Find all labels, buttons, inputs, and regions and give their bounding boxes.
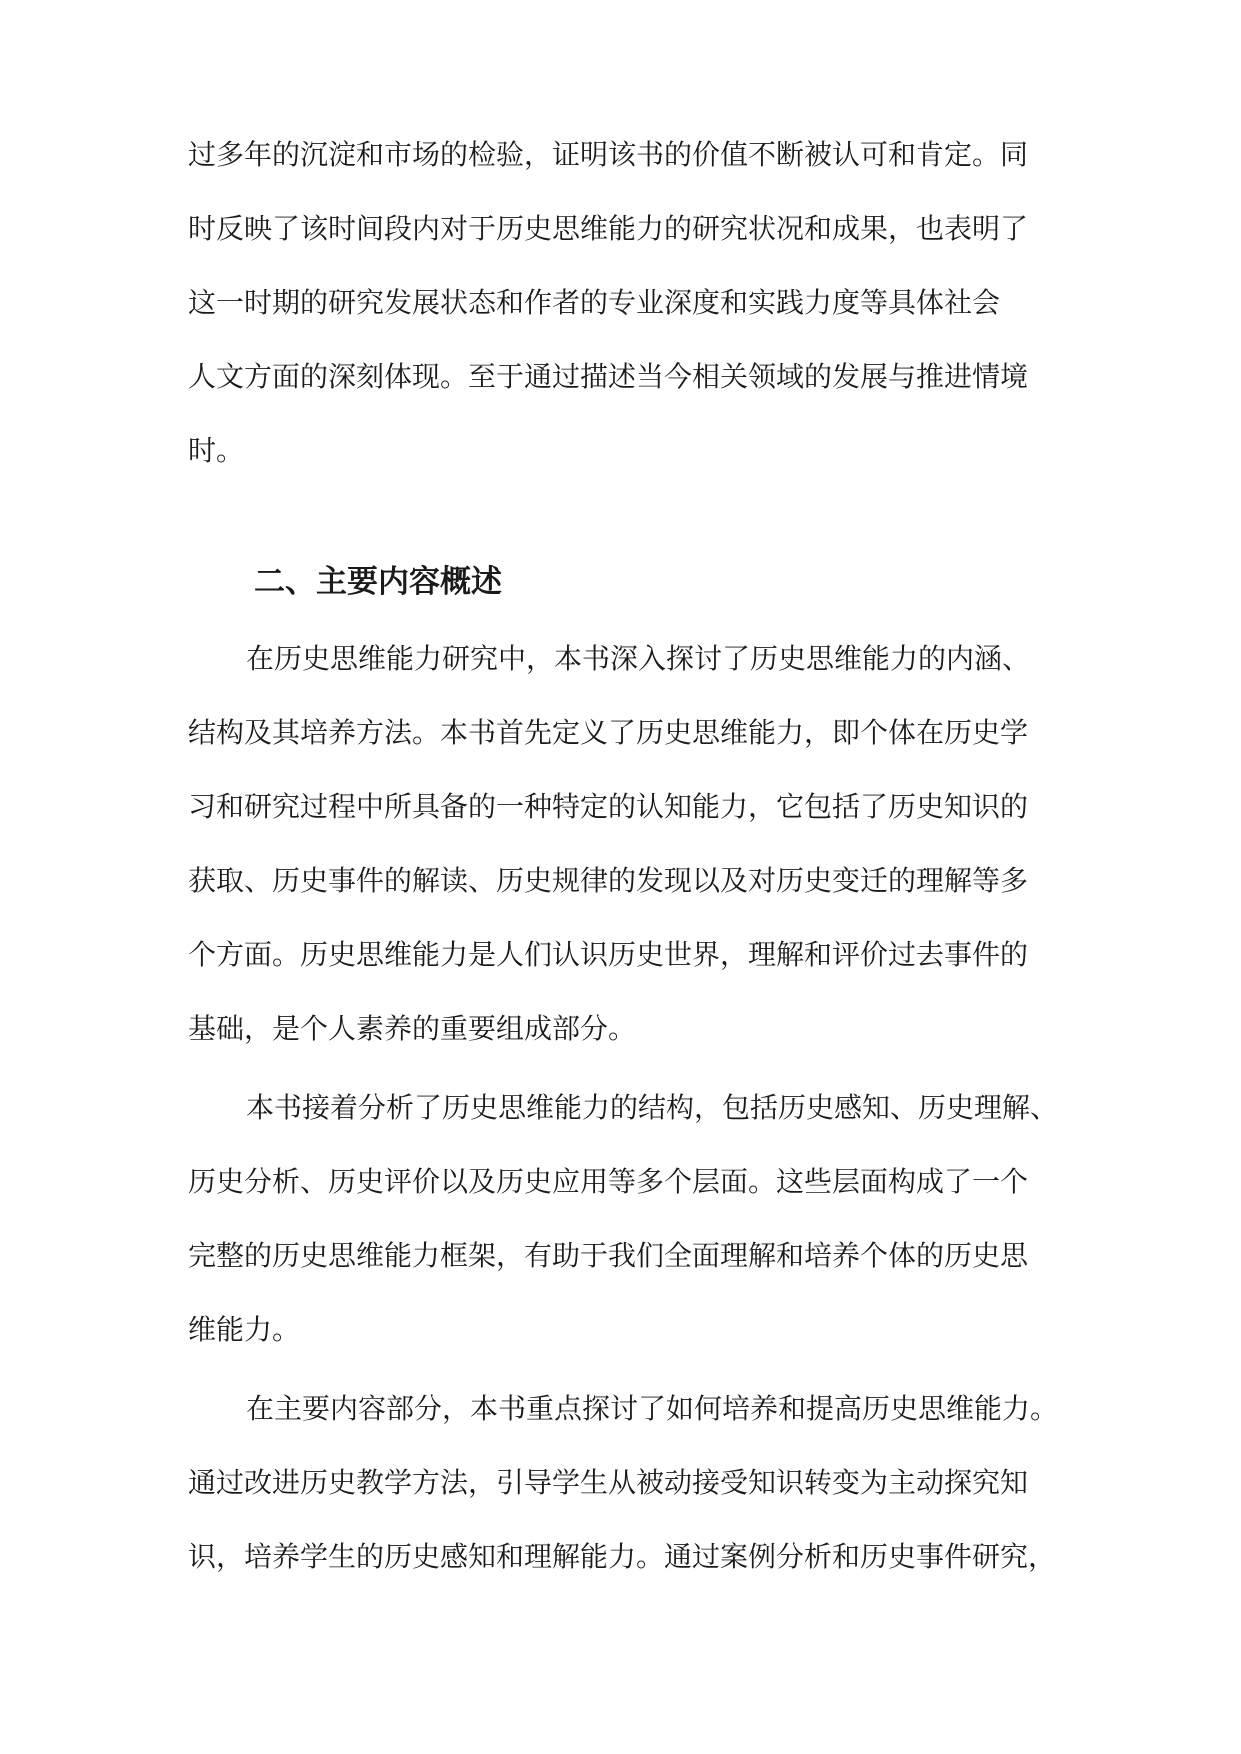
paragraph-line: 个方面。历史思维能力是人们认识历史世界，理解和评价过去事件的 bbox=[188, 938, 1029, 971]
paragraph-line: 历史分析、历史评价以及历史应用等多个层面。这些层面构成了一个 bbox=[188, 1165, 1029, 1198]
paragraph-line: 维能力。 bbox=[188, 1313, 301, 1346]
paragraph-line: 结构及其培养方法。本书首先定义了历史思维能力，即个体在历史学 bbox=[188, 716, 1029, 749]
paragraph-line: 通过改进历史教学方法，引导学生从被动接受知识转变为主动探究知 bbox=[188, 1466, 1029, 1499]
paragraph-line: 在历史思维能力研究中，本书深入探讨了历史思维能力的内涵、 bbox=[246, 642, 1031, 675]
paragraph-line: 识，培养学生的历史感知和理解能力。通过案例分析和历史事件研究， bbox=[188, 1540, 1057, 1573]
intro-line: 这一时期的研究发展状态和作者的专业深度和实践力度等具体社会 bbox=[188, 286, 1001, 319]
intro-line: 过多年的沉淀和市场的检验，证明该书的价值不断被认可和肯定。同 bbox=[188, 138, 1029, 171]
paragraph-line: 在主要内容部分，本书重点探讨了如何培养和提高历史思维能力。 bbox=[246, 1392, 1059, 1425]
intro-line: 时反映了该时间段内对于历史思维能力的研究状况和成果，也表明了 bbox=[188, 212, 1029, 245]
paragraph-line: 本书接着分析了历史思维能力的结构，包括历史感知、历史理解、 bbox=[246, 1091, 1059, 1124]
paragraph-line: 完整的历史思维能力框架，有助于我们全面理解和培养个体的历史思 bbox=[188, 1239, 1029, 1272]
paragraph-line: 基础，是个人素养的重要组成部分。 bbox=[188, 1012, 637, 1045]
intro-line: 时。 bbox=[188, 434, 245, 467]
paragraph-line: 获取、历史事件的解读、历史规律的发现以及对历史变迁的理解等多 bbox=[188, 864, 1029, 897]
paragraph-line: 习和研究过程中所具备的一种特定的认知能力，它包括了历史知识的 bbox=[188, 790, 1029, 823]
intro-line: 人文方面的深刻体现。至于通过描述当今相关领域的发展与推进情境 bbox=[188, 360, 1029, 393]
section-heading: 二、主要内容概述 bbox=[254, 564, 502, 600]
